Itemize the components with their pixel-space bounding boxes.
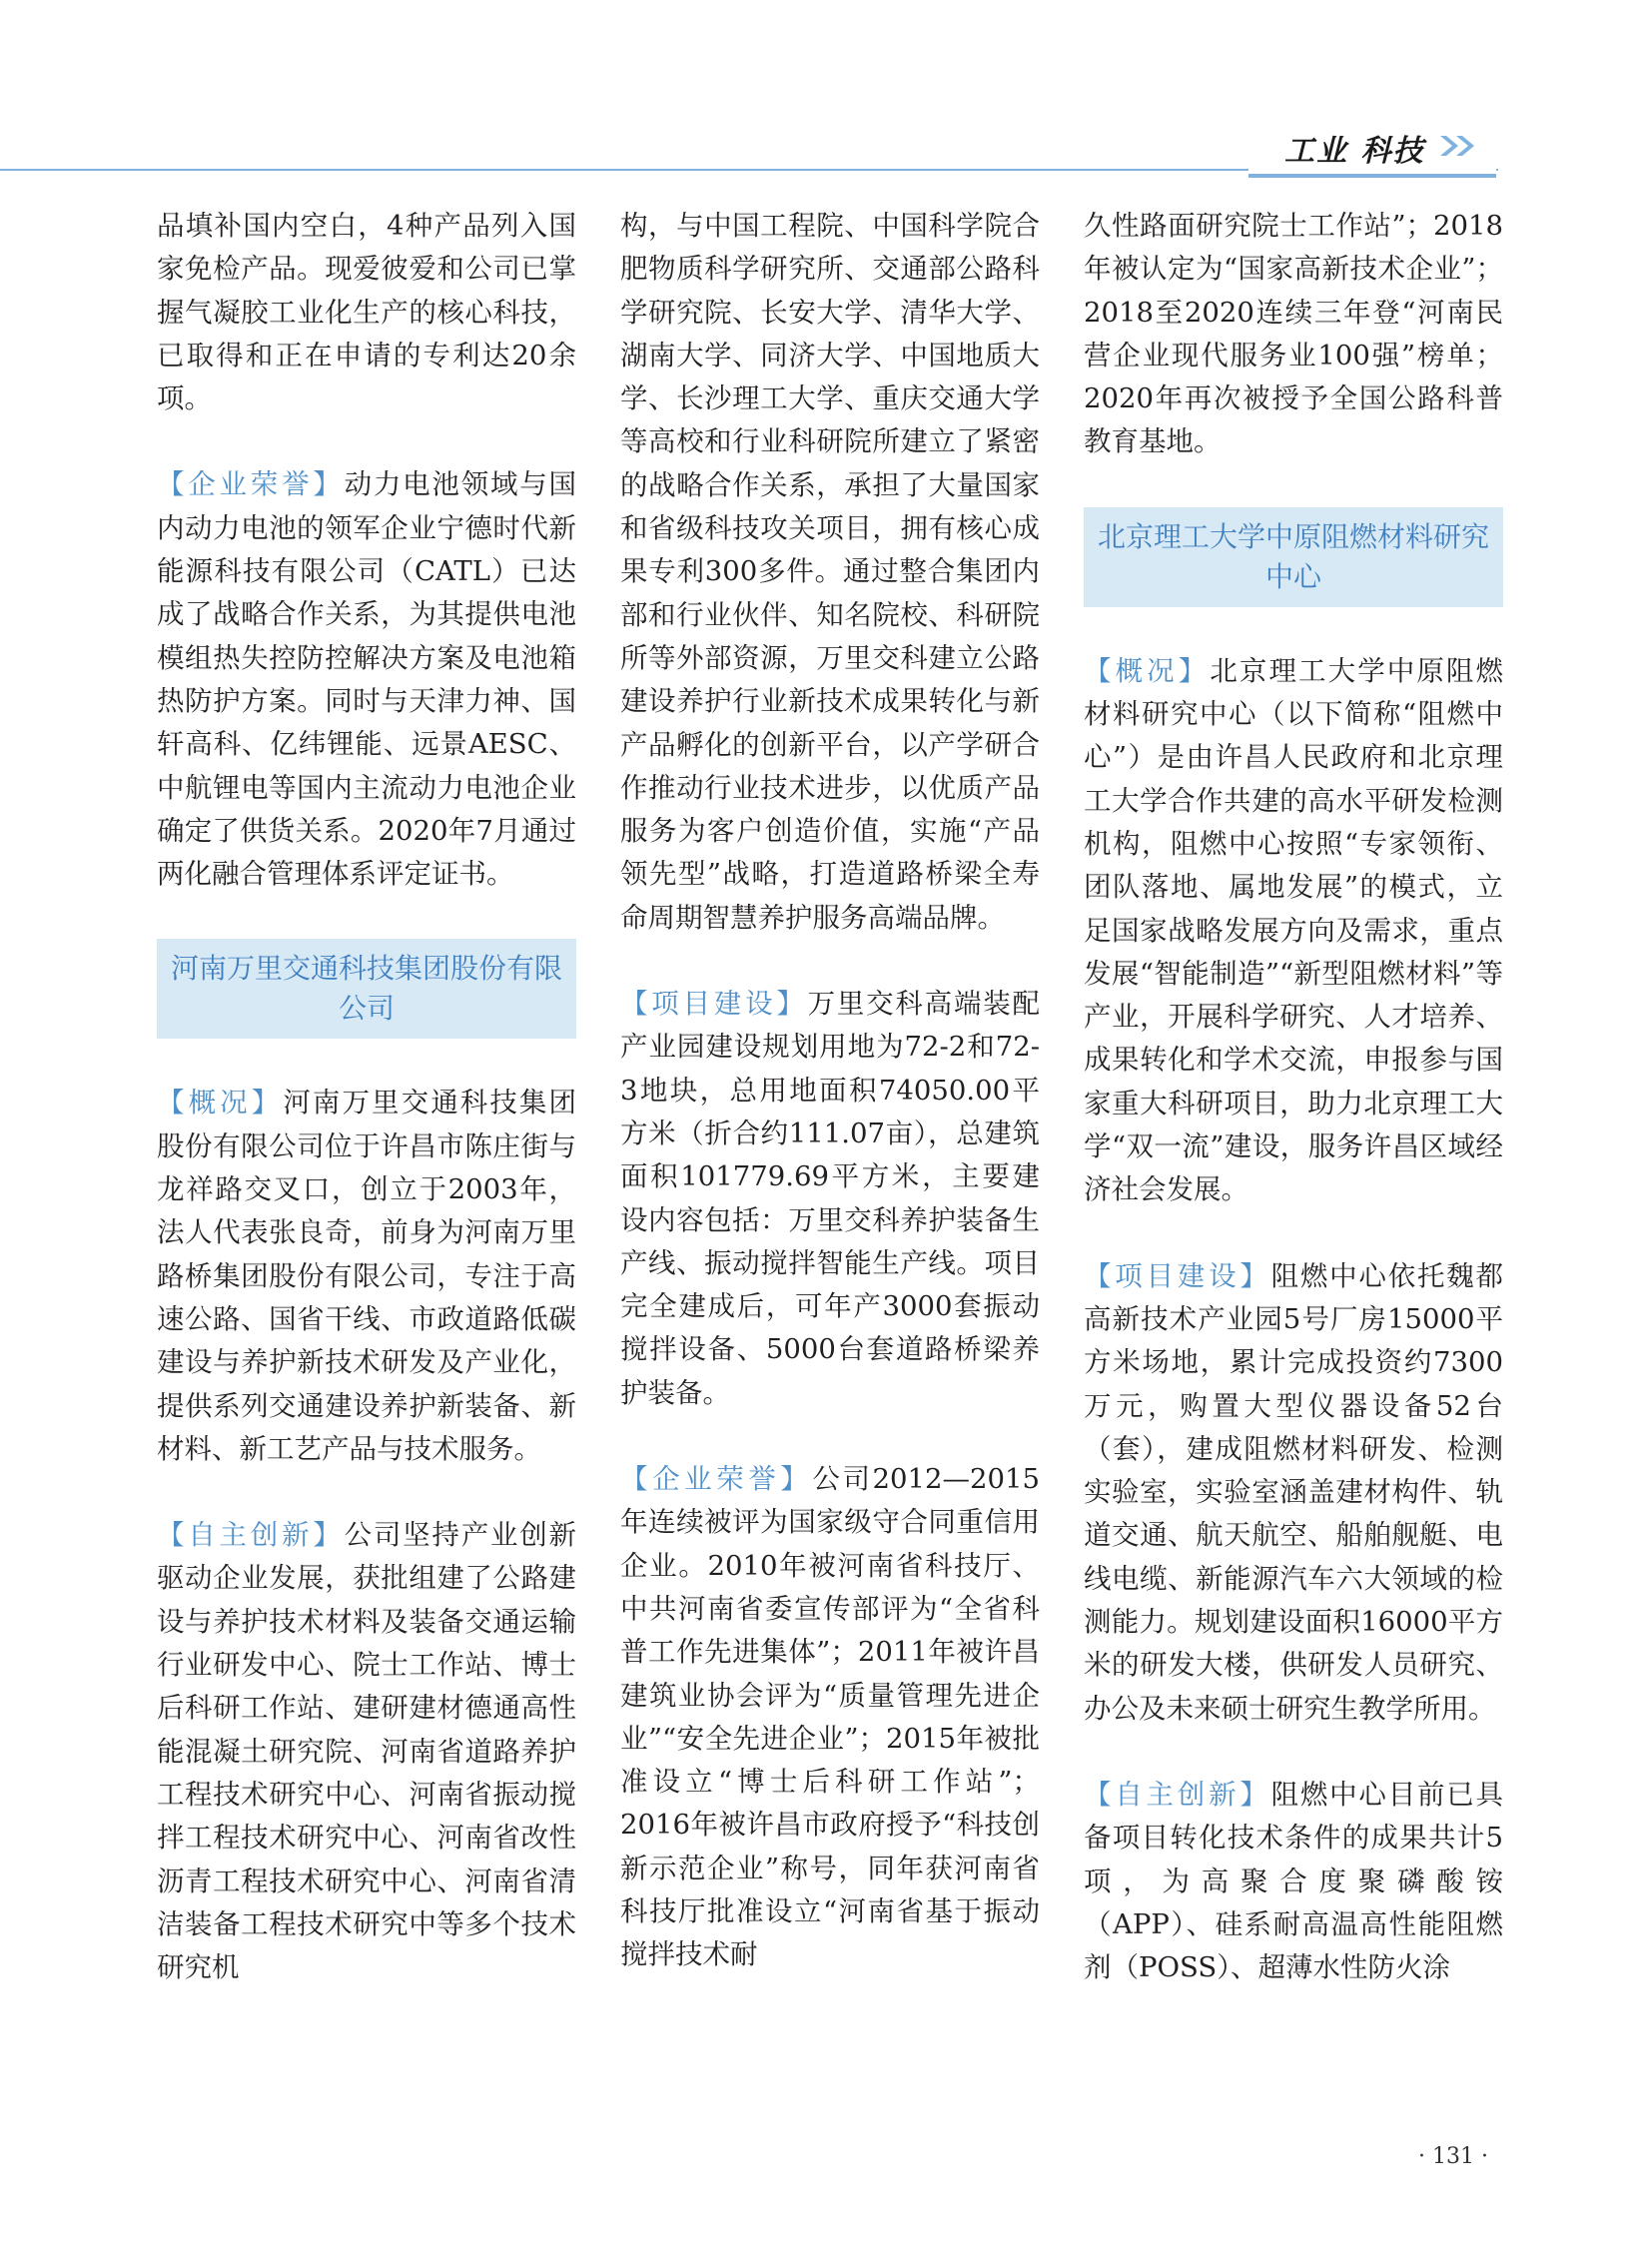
paragraph: 品填补国内空白，4种产品列入国家免检产品。现爱彼爱和公司已掌握气凝胶工业化生产的核心科技，已取得和正在申请的专利达20余项。 xyxy=(157,210,576,415)
paragraph-text: 阻燃中心目前已具备项目转化技术条件的成果共计5项，为高聚合度聚磷酸铵（APP）、硅系耐高温高性能阻燃剂（POSS）、超薄水性防火涂 xyxy=(1084,1778,1504,1984)
column-middle xyxy=(620,205,1040,1977)
page-number: · 131 · xyxy=(1418,2144,1488,2169)
org-heading: 北京理工大学中原阻燃材料研究中心 xyxy=(1084,507,1503,607)
section-tag: 【概况】 xyxy=(157,1087,284,1120)
paragraph xyxy=(1084,1774,1503,1989)
paragraph xyxy=(157,1082,576,1471)
section-tag: 【概况】 xyxy=(1084,654,1211,687)
paragraph-text: 动力电池领域与国内动力电池的领军企业宁德时代新能源科技有限公司（CATL）已达成了战略合作关系，为其提供电池模组热失控防控解决方案及电池箱热防护方案。同时与天津力神、国轩高科、亿纬锂能、远景AESC、中航锂电等国内主流动力电池企业确定了供货关系。2020年7月通过两化融合管理体系评定证书。 xyxy=(157,468,577,891)
section-tag: 【自主创新】 xyxy=(1084,1778,1271,1811)
paragraph: 构，与中国工程院、中国科学院合肥物质科学研究所、交通部公路科学研究院、长安大学、清华大学、湖南大学、同济大学、中国地质大学、长沙理工大学、重庆交通大学等高校和行业科研院所建立了紧密的战略合作关系，承担了大量国家和省级科技攻关项目，拥有核心成果专利300多件。通过整合集团内部和行业伙伴、知名院校、科研院所等外部资源，万里交科建立公路建设养护行业新技术成果转化与新产品孵化的创新平台，以产学研合作推动行业技术进步，以优质产品服务为客户创造价值，实施“产品领先型”战略，打造道路桥梁全寿命周期智慧养护服务高端品牌。 xyxy=(620,210,1040,934)
section-tag: 【自主创新】 xyxy=(157,1519,345,1552)
section-title: 工业 科技 xyxy=(1284,134,1425,169)
paragraph-text: 河南万里交通科技集团股份有限公司位于许昌市陈庄街与龙祥路交叉口，创立于2003年，法人代表张良奇，前身为河南万里路桥集团股份有限公司，专注于高速公路、国省干线、市政道路低碳建设与养护新技术研发及产业化，提供系列交通建设养护新装备、新材料、新工艺产品与技术服务。 xyxy=(157,1087,577,1465)
org-heading: 河南万里交通科技集团股份有限公司 xyxy=(157,939,576,1039)
section-tag: 【项目建设】 xyxy=(1084,1259,1271,1292)
section-tag: 【企业荣誉】 xyxy=(620,1463,813,1496)
paragraph-text: 公司2012—2015年连续被评为国家级守合同重信用企业。2010年被河南省科技厅、中共河南省委宣传部评为“全省科普工作先进集体”；2011年被许昌建筑业协会评为“质量管理先进企业”“安全先进企业”；2015年被批准设立“博士后科研工作站”；2016年被许昌市政府授予“科技创新示范企业”称号，同年获河南省科技厅批准设立“河南省基于振动搅拌技术耐 xyxy=(620,1463,1040,1971)
section-tag: 【项目建设】 xyxy=(620,988,808,1021)
paragraph-text: 北京理工大学中原阻燃材料研究中心（以下简称“阻燃中心”）是由许昌人民政府和北京理工大学合作共建的高水平研发检测机构，阻燃中心按照“专家领衔、团队落地、属地发展”的模式，立足国家战略发展方向及需求，重点发展“智能制造”“新型阻燃材料”等产业，开展科学研究、人才培养、成果转化和学术交流，申报参与国家重大科研项目，助力北京理工大学“双一流”建设，服务许昌区域经济社会发展。 xyxy=(1084,654,1504,1206)
paragraph xyxy=(157,1514,576,1989)
paragraph-text: 万里交科高端装配产业园建设规划用地为72-2和72-3地块，总用地面积74050.00平方米（折合约111.07亩），总建筑面积101779.69平方米，主要建设内容包括：万里交科养护装备生产线、振动搅拌智能生产线。项目完全建成后，可年产3000套振动搅拌设备、5000台套道路桥梁养护装备。 xyxy=(620,988,1041,1409)
paragraph xyxy=(1084,1255,1503,1731)
column-right xyxy=(1084,205,1503,1989)
paragraph: 久性路面研究院士工作站”；2018年被认定为“国家高新技术企业”；2018至2020连续三年登“河南民营企业现代服务业100强”榜单；2020年再次被授予全国公路科普教育基地。 xyxy=(1084,210,1503,458)
section-tag: 【企业荣誉】 xyxy=(157,468,345,501)
paragraph xyxy=(620,983,1040,1415)
paragraph-text: 公司坚持产业创新驱动企业发展，获批组建了公路建设与养护技术材料及装备交通运输行业研发中心、院士工作站、博士后科研工作站、建研建材德通高性能混凝土研究院、河南省道路养护工程技术研究中心、河南省振动搅拌工程技术研究中心、河南省改性沥青工程技术研究中心、河南省清洁装备工程技术研究中等多个技术研究机 xyxy=(157,1519,577,1984)
column-left xyxy=(157,205,576,1989)
paragraph xyxy=(157,463,576,896)
paragraph xyxy=(1084,650,1503,1212)
paragraph xyxy=(620,1458,1040,1977)
double-chevron-icon xyxy=(1438,134,1480,158)
paragraph-text: 阻燃中心依托魏都高新技术产业园5号厂房15000平方米场地，累计完成投资约7300万元，购置大型仪器设备52台（套），建成阻燃材料研发、检测实验室，实验室涵盖建材构件、轨道交通、航天航空、船舶舰艇、电线电缆、新能源汽车六大领域的检测能力。规划建设面积16000平方米的研发大楼，供研发人员研究、办公及未来硕士研究生教学所用。 xyxy=(1084,1259,1504,1725)
